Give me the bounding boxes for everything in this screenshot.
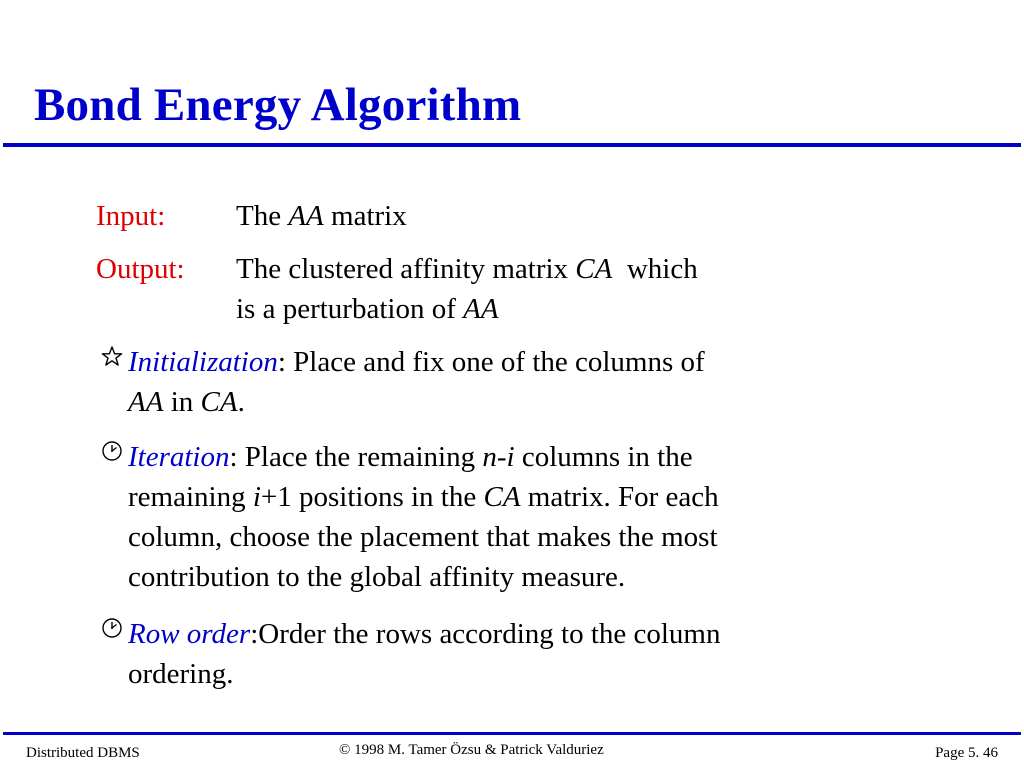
bullet-text-3: remaining xyxy=(128,481,253,513)
output-value xyxy=(236,249,698,329)
matrix-ca: CA xyxy=(200,386,238,418)
bullet-text-1: :Order the rows according to the column xyxy=(250,618,721,650)
input-matrix: AA xyxy=(288,200,324,232)
bullet-line xyxy=(128,382,938,422)
bullet-text-1: : Place and fix one of the columns of xyxy=(277,346,705,378)
output-line-2 xyxy=(236,289,698,329)
variable-i: i xyxy=(252,481,261,513)
bullet-label-initialization: Initialization xyxy=(128,346,278,378)
output-matrix-2: AA xyxy=(463,293,499,325)
footer-page-number: Page 5. 46 xyxy=(935,745,998,761)
bullet-text-iteration xyxy=(128,437,938,597)
bullet-line: contribution to the global affinity measure. xyxy=(128,561,626,593)
bullet-line xyxy=(128,342,938,382)
bullet-label-iteration: Iteration xyxy=(128,441,230,473)
variable-n-i: n-i xyxy=(482,441,515,473)
input-text-end: matrix xyxy=(323,200,407,232)
input-value xyxy=(236,196,407,236)
footer-copyright: © 1998 M. Tamer Özsu & Patrick Valduriez xyxy=(339,742,604,758)
bullet-line: column, choose the placement that makes the most xyxy=(128,521,718,553)
output-text-end: which xyxy=(612,253,698,285)
input-text: The xyxy=(236,200,289,232)
bullet-text-5: matrix. For each xyxy=(520,481,719,513)
footer-divider xyxy=(3,732,1021,735)
bullet-line xyxy=(128,614,938,654)
matrix-ca: CA xyxy=(483,481,521,513)
bullet-text-4: +1 positions in the xyxy=(260,481,484,513)
input-label: Input: xyxy=(96,200,166,232)
bullet-line xyxy=(128,437,938,477)
output-label: Output: xyxy=(96,253,185,285)
output-text-2: is a perturbation of xyxy=(236,293,464,325)
bullet-text-initialization xyxy=(128,342,938,422)
bullet-text-3: . xyxy=(237,386,245,418)
bullet-line: ordering. xyxy=(128,658,234,690)
footer-course: Distributed DBMS xyxy=(26,745,140,761)
matrix-aa: AA xyxy=(128,386,164,418)
bullet-text-2: columns in the xyxy=(514,441,693,473)
clock-icon xyxy=(100,616,124,640)
output-line-1 xyxy=(236,249,698,289)
bullet-text-1: : Place the remaining xyxy=(229,441,483,473)
output-text: The clustered affinity matrix xyxy=(236,253,576,285)
bullet-text-2: in xyxy=(163,386,201,418)
bullet-label-row-order: Row order xyxy=(128,618,251,650)
slide-title: Bond Energy Algorithm xyxy=(34,79,522,131)
bullet-line xyxy=(128,477,938,517)
bullet-text-row-order xyxy=(128,614,938,694)
title-divider xyxy=(3,143,1021,147)
star-icon xyxy=(100,344,124,368)
output-matrix: CA xyxy=(575,253,613,285)
clock-icon xyxy=(100,439,124,463)
